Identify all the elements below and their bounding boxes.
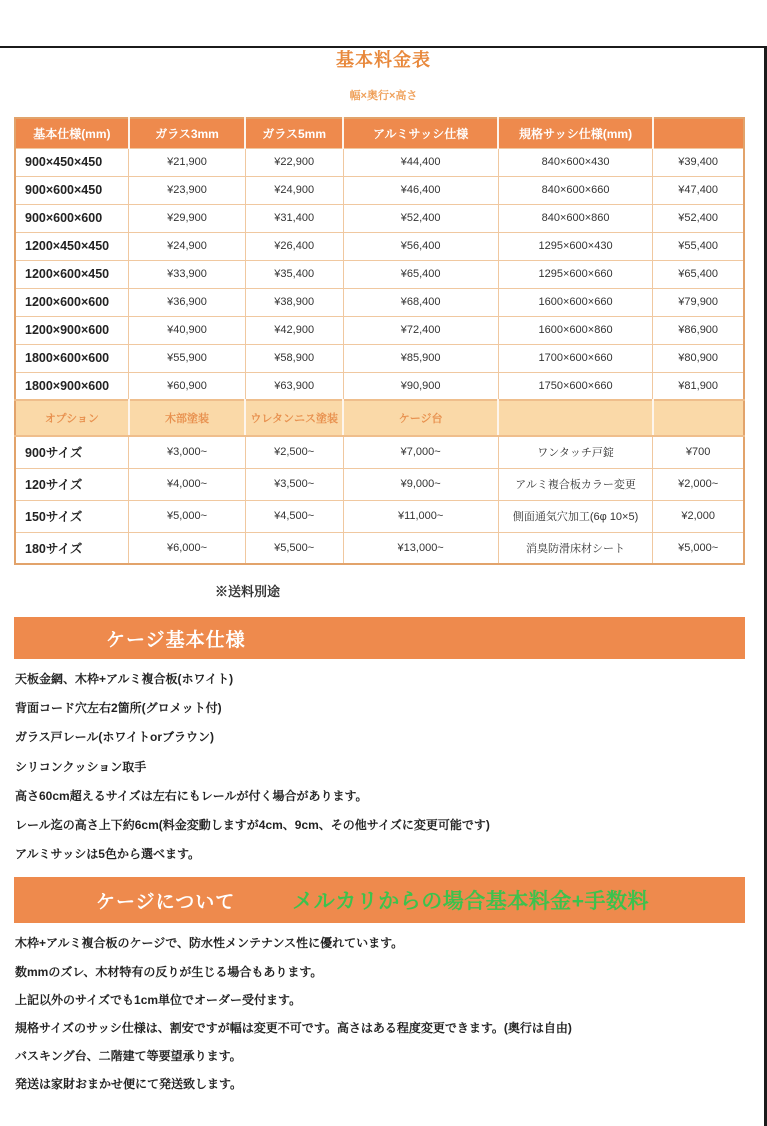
spec-line: 高さ60cm超えるサイズは左右にもレールが付く場合があります。	[15, 788, 368, 803]
table-cell: 1600×600×860	[498, 316, 653, 344]
about-line: 数mmのズレ、木材特有の反りが生じる場合もあります。	[15, 964, 323, 979]
table-cell: 1295×600×660	[498, 260, 653, 288]
table-cell: ¥68,400	[343, 288, 498, 316]
about-line: 木枠+アルミ複合板のケージで、防水性メンテナンス性に優れています。	[15, 936, 404, 951]
table-cell: ¥36,900	[129, 288, 246, 316]
spec-line: 背面コード穴左右2箇所(グロメット付)	[15, 701, 222, 716]
table-cell: ¥44,400	[343, 148, 498, 176]
table-cell: 消臭防滑床材シート	[498, 532, 653, 564]
table-cell: ¥52,400	[343, 204, 498, 232]
option-table-body	[15, 436, 744, 564]
spec-line: 天板金網、木枠+アルミ複合板(ホワイト)	[15, 672, 234, 686]
table-cell: 1200×450×450	[15, 232, 129, 260]
table-cell: ¥7,000~	[343, 436, 498, 468]
table-cell: ¥13,000~	[343, 532, 498, 564]
table-cell: ¥21,900	[129, 148, 246, 176]
price-row	[15, 232, 744, 260]
table-cell: ワンタッチ戸錠	[498, 436, 653, 468]
table-cell: ¥9,000~	[343, 468, 498, 500]
table-cell: ¥40,900	[129, 316, 246, 344]
table-cell: ¥700	[653, 436, 744, 468]
table-cell: ¥5,000~	[653, 532, 744, 564]
about-section-heading: ケージについて	[96, 891, 236, 913]
table-cell: ¥55,400	[653, 232, 744, 260]
about-section-body	[15, 937, 767, 1091]
table-cell: 840×600×860	[498, 204, 653, 232]
price-table-body	[15, 148, 744, 400]
table-cell: ¥35,400	[245, 260, 343, 288]
option-row	[15, 532, 744, 564]
price-row	[15, 176, 744, 204]
table-cell: ¥56,400	[343, 232, 498, 260]
table-cell: 側面通気穴加工(6φ 10×5)	[498, 500, 653, 532]
table-cell: 1800×600×600	[15, 344, 129, 372]
table-cell: ¥85,900	[343, 344, 498, 372]
table-cell: 1600×600×660	[498, 288, 653, 316]
table-cell: ¥39,400	[653, 148, 744, 176]
table-cell: ¥46,400	[343, 176, 498, 204]
option-header-extra-price	[653, 400, 744, 436]
table-cell: 1200×600×450	[15, 260, 129, 288]
table-cell: ¥4,500~	[245, 500, 343, 532]
table-cell: ¥47,400	[653, 176, 744, 204]
table-cell: ¥3,000~	[129, 436, 246, 468]
option-header-extra	[498, 400, 653, 436]
table-cell: ¥55,900	[129, 344, 246, 372]
table-cell: 1200×600×600	[15, 288, 129, 316]
table-cell: ¥80,900	[653, 344, 744, 372]
option-row	[15, 436, 744, 468]
page-edge-artifact-top	[0, 46, 767, 48]
table-cell: 900×450×450	[15, 148, 129, 176]
table-cell: ¥38,900	[245, 288, 343, 316]
about-section-banner	[14, 877, 745, 923]
table-cell: ¥60,900	[129, 372, 246, 400]
table-cell: 840×600×660	[498, 176, 653, 204]
price-table-header-row	[15, 118, 744, 148]
table-cell: 1800×900×600	[15, 372, 129, 400]
table-cell: ¥42,900	[245, 316, 343, 344]
about-line: 規格サイズのサッシ仕様は、割安ですが幅は変更不可です。高さはある程度変更できます。(奥行は自由)	[15, 1020, 572, 1035]
table-cell: ¥63,900	[245, 372, 343, 400]
table-cell: ¥5,500~	[245, 532, 343, 564]
price-row	[15, 204, 744, 232]
spec-section-body	[15, 673, 767, 861]
table-cell: ¥33,900	[129, 260, 246, 288]
table-cell: 180サイズ	[15, 532, 129, 564]
price-row	[15, 316, 744, 344]
spec-line: ガラス戸レール(ホワイトorブラウン)	[15, 730, 215, 745]
table-cell: 900×600×450	[15, 176, 129, 204]
spec-section-heading: ケージ基本仕様	[106, 629, 246, 651]
price-table	[14, 117, 745, 565]
option-header-row	[15, 400, 744, 436]
table-cell: 840×600×430	[498, 148, 653, 176]
price-row	[15, 288, 744, 316]
table-cell: ¥31,400	[245, 204, 343, 232]
table-cell: 120サイズ	[15, 468, 129, 500]
option-header-urethane: ウレタンニス塗装	[245, 400, 343, 436]
spec-line: レール迄の高さ上下約6cm(料金変動しますが4cm、9cm、その他サイズに変更可能です)	[15, 817, 490, 832]
table-cell: ¥58,900	[245, 344, 343, 372]
table-cell: ¥6,000~	[129, 532, 246, 564]
table-cell: ¥2,500~	[245, 436, 343, 468]
header-standard-sash: 規格サッシ仕様(mm)	[498, 118, 653, 148]
price-row	[15, 344, 744, 372]
table-cell: ¥26,400	[245, 232, 343, 260]
table-cell: ¥24,900	[245, 176, 343, 204]
table-cell: ¥81,900	[653, 372, 744, 400]
about-line: バスキング台、二階建て等要望承ります。	[15, 1049, 242, 1064]
table-cell: ¥65,400	[343, 260, 498, 288]
header-glass-3mm: ガラス3mm	[129, 118, 246, 148]
option-row	[15, 468, 744, 500]
spec-line: シリコンクッション取手	[15, 759, 147, 774]
table-cell: 900×600×600	[15, 204, 129, 232]
table-cell: 150サイズ	[15, 500, 129, 532]
mercari-fee-note: メルカリからの場合基本料金+手数料	[292, 890, 650, 914]
price-row	[15, 148, 744, 176]
table-cell: 1200×900×600	[15, 316, 129, 344]
table-cell: ¥29,900	[129, 204, 246, 232]
table-cell: ¥23,900	[129, 176, 246, 204]
table-cell: ¥3,500~	[245, 468, 343, 500]
price-row	[15, 372, 744, 400]
table-cell: 1700×600×660	[498, 344, 653, 372]
option-header-label: オプション	[15, 400, 129, 436]
header-alumi-sash: アルミサッシ仕様	[343, 118, 498, 148]
table-cell: ¥11,000~	[343, 500, 498, 532]
option-row	[15, 500, 744, 532]
table-cell: 900サイズ	[15, 436, 129, 468]
table-cell: ¥72,400	[343, 316, 498, 344]
header-basic-spec: 基本仕様(mm)	[15, 118, 129, 148]
table-cell: ¥65,400	[653, 260, 744, 288]
table-cell: ¥86,900	[653, 316, 744, 344]
option-header-cage-stand: ケージ台	[343, 400, 498, 436]
about-line: 発送は家財おまかせ便にて発送致します。	[15, 1077, 243, 1092]
table-cell: ¥5,000~	[129, 500, 246, 532]
header-standard-sash-price	[653, 118, 744, 148]
spec-line: アルミサッシは5色から選べます。	[15, 847, 200, 862]
option-header-wood-paint: 木部塗装	[129, 400, 246, 436]
table-cell: ¥22,900	[245, 148, 343, 176]
table-cell: 1750×600×660	[498, 372, 653, 400]
table-cell: ¥90,900	[343, 372, 498, 400]
table-cell: ¥2,000~	[653, 468, 744, 500]
table-cell: 1295×600×430	[498, 232, 653, 260]
table-cell: ¥24,900	[129, 232, 246, 260]
price-row	[15, 260, 744, 288]
header-glass-5mm: ガラス5mm	[245, 118, 343, 148]
table-cell: ¥4,000~	[129, 468, 246, 500]
table-cell: ¥2,000	[653, 500, 744, 532]
table-cell: アルミ複合板カラー変更	[498, 468, 653, 500]
price-sheet-document	[0, 46, 767, 1126]
table-cell: ¥52,400	[653, 204, 744, 232]
page-title: 基本料金表	[336, 50, 431, 70]
table-cell: ¥79,900	[653, 288, 744, 316]
page-subtitle: 幅×奥行×高さ	[349, 90, 418, 102]
spec-section-banner	[14, 617, 745, 659]
about-line: 上記以外のサイズでも1cm単位でオーダー受付ます。	[15, 992, 302, 1007]
shipping-note: ※送料別途	[215, 584, 281, 599]
